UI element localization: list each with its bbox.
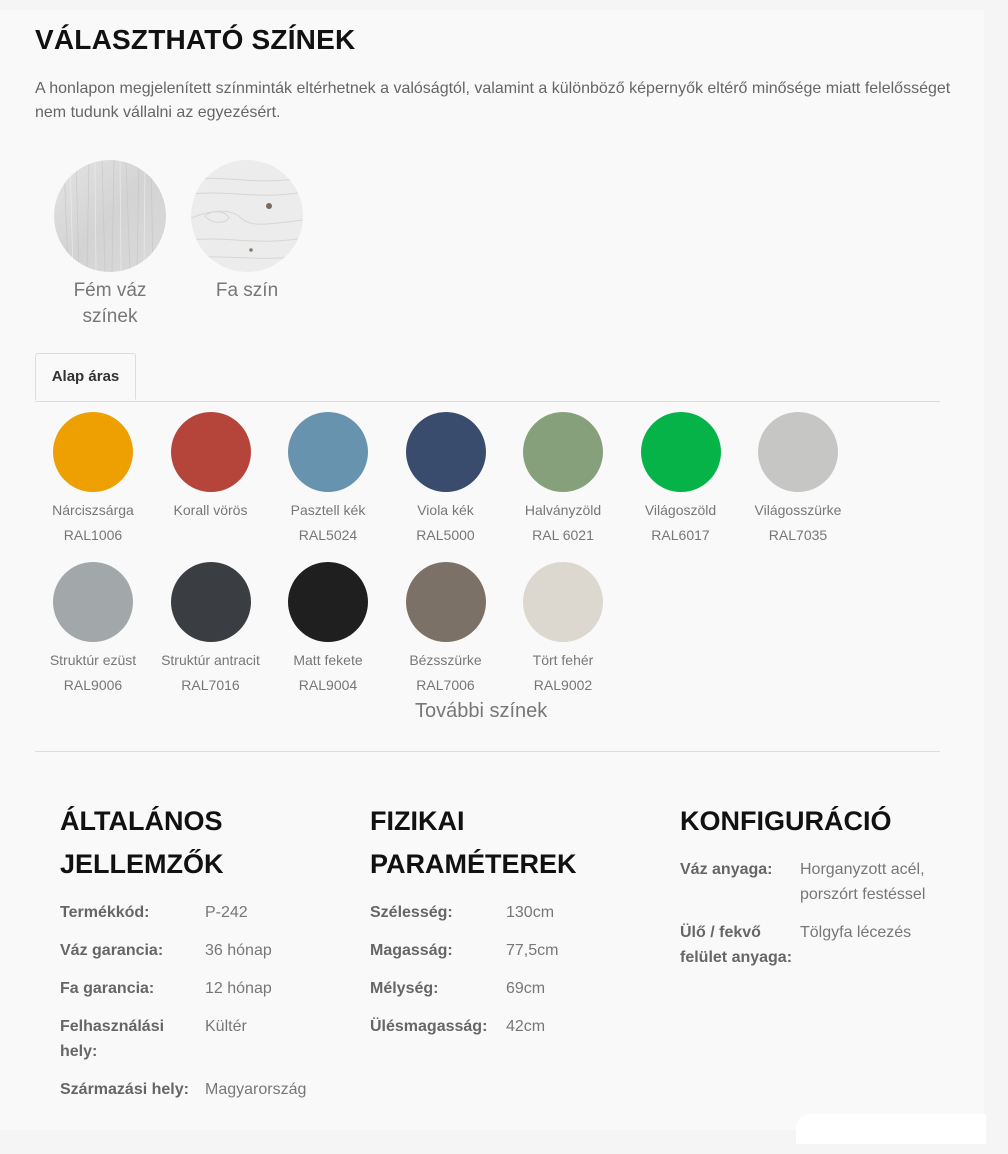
spec-row [60, 1077, 330, 1102]
spec-key: Ülésmagasság: [370, 1018, 488, 1035]
spec-physical-title: FIZIKAI PARAMÉTEREK [370, 806, 577, 879]
spec-key: Ülő / fekvő felület anyaga: [680, 924, 793, 966]
color-dot [288, 412, 368, 492]
spec-row [370, 938, 640, 963]
spec-key: Váz garancia: [60, 942, 164, 959]
color-swatch[interactable] [388, 412, 504, 544]
color-dot [758, 412, 838, 492]
spec-key: Fa garancia: [60, 980, 155, 997]
color-code: RAL5000 [416, 527, 475, 543]
color-name: Halványzöld [524, 502, 602, 518]
tab-alap-aras[interactable]: Alap áras [35, 353, 136, 400]
color-name: Struktúr antracit [161, 652, 260, 668]
color-code: RAL7016 [181, 677, 240, 693]
spec-value: Kültér [205, 1018, 247, 1035]
spec-value: Tölgyfa lécezés [800, 924, 912, 941]
spec-key: Mélység: [370, 980, 439, 997]
color-dot [288, 562, 368, 642]
spec-config-title: KONFIGURÁCIÓ [680, 806, 892, 836]
category-metal-frame-colors[interactable] [40, 160, 180, 330]
color-code: RAL9002 [533, 677, 593, 693]
color-swatch[interactable] [153, 562, 269, 694]
spec-row [60, 938, 330, 963]
spec-row [680, 920, 950, 970]
spec-value: 130cm [506, 904, 555, 921]
color-dot [171, 412, 251, 492]
color-code: RAL9006 [63, 677, 123, 693]
spec-row [370, 976, 640, 1001]
spec-key: Szélesség: [370, 904, 453, 921]
color-swatch[interactable] [270, 412, 386, 544]
color-disclaimer: A honlapon megjelenített színminták eltérhetnek a valóságtól, valamint a különböző képernyők eltérő minősége miatt felelősséget nem tudunk vállalni az egyezésért. [35, 80, 951, 121]
color-swatch[interactable] [388, 562, 504, 694]
color-code: RAL1006 [63, 527, 123, 543]
color-name: Pasztell kék [290, 502, 366, 518]
color-swatch[interactable] [153, 412, 269, 526]
spec-general [60, 800, 330, 1115]
spec-value: 77,5cm [506, 942, 559, 959]
spec-row [60, 976, 330, 1001]
page [0, 10, 984, 1130]
spec-key: Termékkód: [60, 904, 150, 921]
category-label: Fém váz színek [73, 280, 147, 327]
spec-row [60, 900, 330, 925]
color-code: RAL5024 [298, 527, 358, 543]
spec-key: Származási hely: [60, 1081, 189, 1098]
color-name: Matt fekete [293, 652, 363, 668]
divider [35, 751, 940, 752]
spec-key: Váz anyaga: [680, 861, 773, 878]
color-name: Tört fehér [532, 652, 594, 668]
color-swatch[interactable] [505, 562, 621, 694]
color-name: Világoszöld [644, 502, 717, 518]
color-code: RAL 6021 [532, 527, 594, 543]
color-swatch[interactable] [623, 412, 739, 544]
color-name: Nárciszsárga [52, 502, 134, 518]
color-swatch[interactable] [270, 562, 386, 694]
color-dot [523, 562, 603, 642]
spec-value: P-242 [205, 904, 248, 921]
spec-value: Magyarország [205, 1081, 307, 1098]
category-label: Fa szín [215, 280, 279, 301]
spec-value: Horganyzott acél, porszórt festéssel [800, 861, 926, 903]
spec-key: Felhasználási hely: [60, 1018, 165, 1060]
section-title: VÁLASZTHATÓ SZÍNEK [35, 24, 356, 55]
color-dot [523, 412, 603, 492]
spec-value: 12 hónap [205, 980, 272, 997]
color-swatch[interactable] [505, 412, 621, 544]
brushed-metal-swatch-icon [54, 160, 166, 272]
spec-row [370, 1014, 640, 1039]
spec-config [680, 800, 950, 983]
spec-general-title: ÁLTALÁNOS JELLEMZŐK [60, 806, 224, 879]
spec-value: 36 hónap [205, 942, 272, 959]
color-name: Viola kék [417, 502, 474, 518]
price-tabs [35, 353, 940, 402]
color-name: Struktúr ezüst [49, 652, 137, 668]
color-swatch[interactable] [35, 562, 151, 694]
spec-row [680, 857, 950, 907]
color-dot [641, 412, 721, 492]
color-swatch[interactable] [35, 412, 151, 544]
color-name: Világosszürke [754, 502, 842, 518]
color-code: RAL6017 [651, 527, 710, 543]
spec-physical [370, 800, 640, 1052]
color-name: Bézsszürke [409, 652, 482, 668]
color-code: RAL9004 [298, 677, 358, 693]
color-code: RAL7006 [416, 677, 475, 693]
color-dot [53, 412, 133, 492]
floating-widget-edge [796, 1114, 986, 1144]
color-dot [53, 562, 133, 642]
color-code: RAL7035 [768, 527, 828, 543]
white-wood-swatch-icon [191, 160, 303, 272]
color-swatch[interactable] [740, 412, 856, 544]
more-colors-link[interactable]: További színek [415, 700, 548, 722]
spec-value: 42cm [506, 1018, 546, 1035]
category-wood-color[interactable] [177, 160, 317, 304]
spec-key: Magasság: [370, 942, 453, 959]
color-dot [171, 562, 251, 642]
color-name: Korall vörös [173, 502, 248, 518]
spec-row [60, 1014, 330, 1064]
color-dot [406, 562, 486, 642]
spec-row [370, 900, 640, 925]
spec-value: 69cm [506, 980, 546, 997]
color-dot [406, 412, 486, 492]
